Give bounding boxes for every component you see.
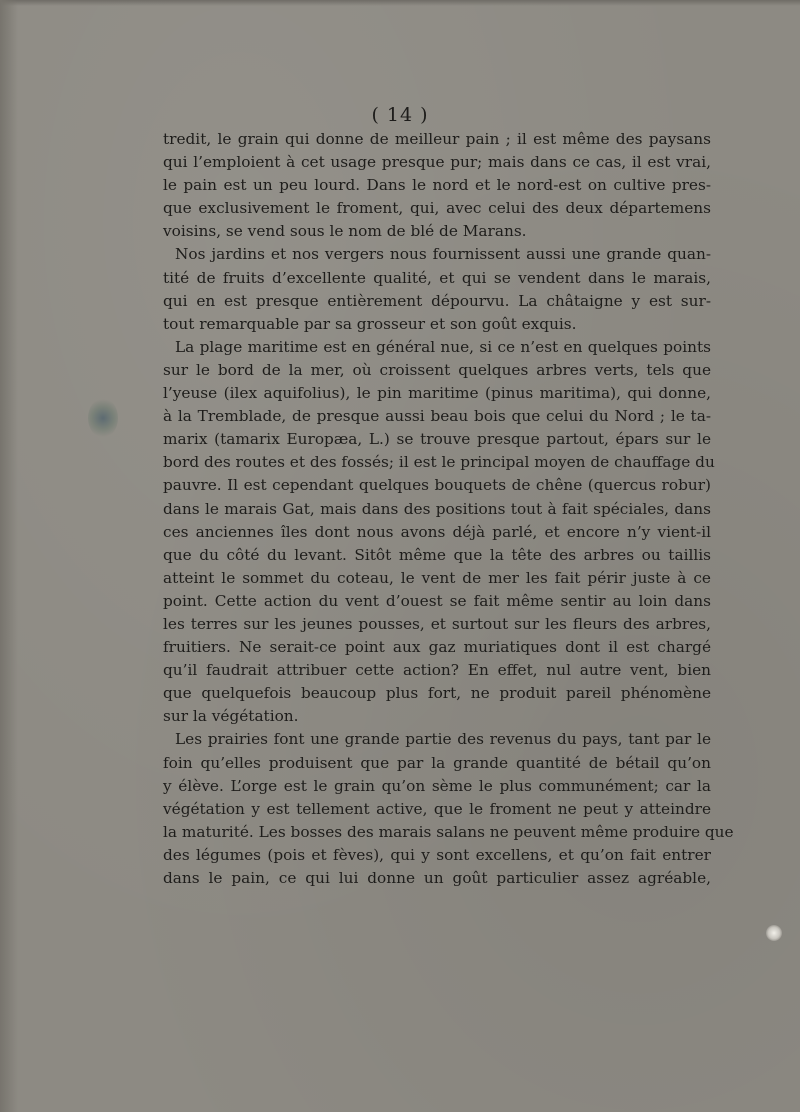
text-line: bord des routes et des fossés; il est le principal moyen de chauffage du	[163, 453, 715, 472]
text-line: foin qu’elles produisent que par la grande quantité de bétail qu’on	[163, 753, 711, 772]
page-top-edge	[0, 0, 800, 6]
text-line: dans le marais Gat, mais dans des positions tout à fait spéciales, dans	[163, 499, 711, 518]
text-line: point. Cette action du vent d’ouest se fait même sentir au loin dans	[163, 591, 711, 610]
text-line: que du côté du levant. Sitôt même que la tête des arbres ou taillis	[163, 545, 711, 564]
page-number: ( 14 )	[371, 104, 429, 126]
text-line: tredit, le grain qui donne de meilleur pain ; il est même des paysans	[163, 130, 711, 148]
text-line: qui en est presque entièrement dépourvu. La châtaigne y est sur-	[163, 291, 711, 310]
text-line: sur le bord de la mer, où croissent quelques arbres verts, tels que	[163, 360, 711, 379]
text-line: le pain est un peu lourd. Dans le nord et le nord-est on cultive pres-	[163, 176, 711, 195]
text-line: les terres sur les jeunes pousses, et surtout sur les fleurs des arbres,	[163, 614, 711, 633]
text-line: la maturité. Les bosses des marais salans ne peuvent même produire que	[163, 822, 734, 841]
stain-mark	[88, 398, 118, 438]
stain-mark	[766, 925, 782, 941]
body-text	[163, 128, 734, 890]
page-left-edge	[0, 0, 18, 1112]
text-line: y élève. L’orge est le grain qu’on sème le plus communément; car la	[163, 776, 711, 795]
text-line: végétation y est tellement active, que le froment ne peut y atteindre	[163, 799, 711, 818]
text-line: marix (tamarix Europæa, L.) se trouve presque partout, épars sur le	[163, 430, 711, 449]
text-line: ces anciennes îles dont nous avons déjà parlé, et encore n’y vient-il	[163, 522, 711, 541]
text-line: Les prairies font une grande partie des revenus du pays, tant par le	[175, 730, 711, 749]
text-line: voisins, se vend sous le nom de blé de Marans.	[163, 222, 527, 241]
text-line: à la Tremblade, de presque aussi beau bois que celui du Nord ; le ta-	[163, 407, 711, 426]
text-line: pauvre. Il est cependant quelques bouquets de chêne (quercus robur)	[163, 476, 711, 495]
text-line: fruitiers. Ne serait-ce point aux gaz muriatiques dont il est chargé	[163, 638, 711, 657]
text-line: tout remarquable par sa grosseur et son goût exquis.	[163, 314, 577, 333]
text-line: l’yeuse (ilex aquifolius), le pin maritime (pinus maritima), qui donne,	[163, 384, 711, 403]
text-line: que quelquefois beaucoup plus fort, ne produit pareil phénomène	[163, 684, 711, 703]
text-line: des légumes (pois et fèves), qui y sont excellens, et qu’on fait entrer	[163, 845, 711, 864]
text-line: Nos jardins et nos vergers nous fournissent aussi une grande quan-	[175, 245, 711, 264]
text-line: dans le pain, ce qui lui donne un goût particulier assez agréable,	[163, 869, 711, 887]
text-line: atteint le sommet du coteau, le vent de mer les fait périr juste à ce	[163, 568, 711, 587]
text-line: sur la végétation.	[163, 707, 299, 726]
text-line: La plage maritime est en général nue, si ce n’est en quelques points	[175, 337, 711, 356]
text-line: que exclusivement le froment, qui, avec celui des deux départemens	[163, 199, 711, 218]
text-line: qu’il faudrait attribuer cette action? En effet, nul autre vent, bien	[163, 661, 711, 680]
text-line: qui l’emploient à cet usage presque pur; mais dans ce cas, il est vrai,	[163, 153, 711, 172]
text-line: tité de fruits d’excellente qualité, et qui se vendent dans le marais,	[163, 268, 711, 287]
